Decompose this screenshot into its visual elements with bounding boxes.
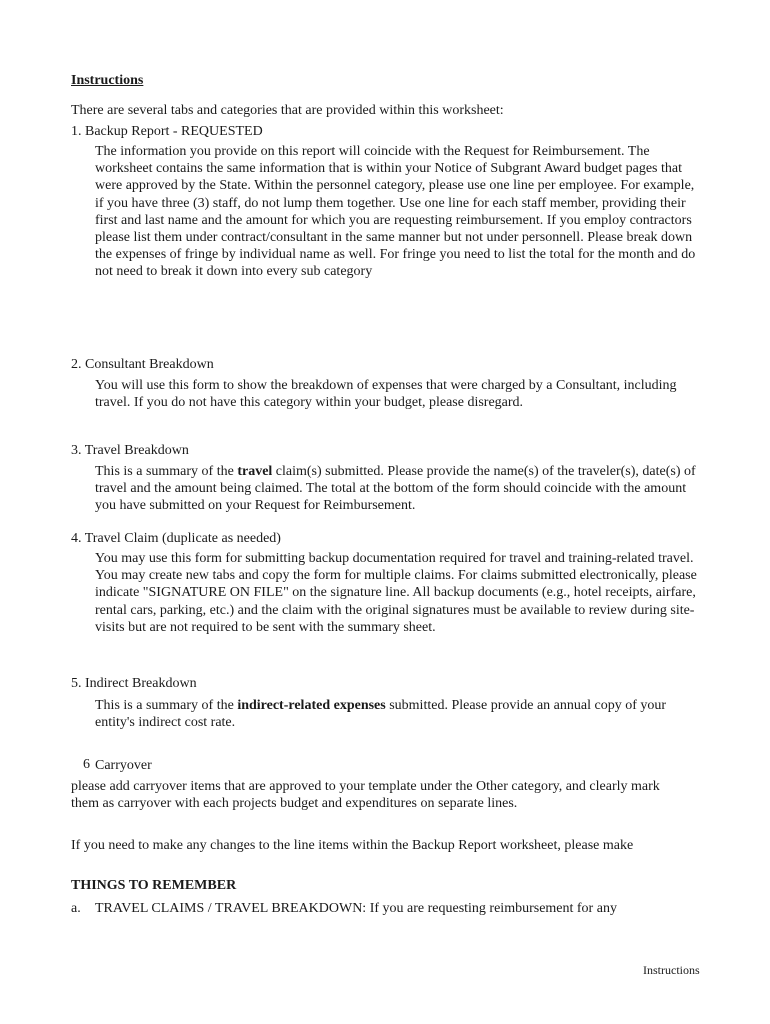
section-2-title: 2. Consultant Breakdown	[71, 357, 214, 372]
carryover-number: 6	[83, 757, 90, 772]
section-5-title: 5. Indirect Breakdown	[71, 676, 197, 691]
section-5-body-pre: This is a summary of the	[95, 698, 238, 713]
things-to-remember-heading: THINGS TO REMEMBER	[71, 878, 237, 893]
remember-item-letter: a.	[71, 901, 81, 916]
section-1-body: The information you provide on this report will coincide with the Request for Reimbursement. The worksheet contains the same information that is within your Notice of Subgrant Award budget pages that were approved by the State. Within the personnel category, please use one line per employee. For example, if you have three (3) staff, do not lump them together. Use one line for each staff member, providing their first and last name and the amount for which you are requesting reimbursement. If you employ contractors please list them under contract/consultant in the same manner but not under personnell. Please break down the expenses of fringe by individual name as well. For fringe you need to list the total for the month and do not need to break it down into every sub category	[95, 144, 696, 280]
carryover-body: please add carryover items that are approved to your template under the Other category, and clearly mark them as carryover with each projects budget and expenditures on separate lines.	[71, 779, 660, 812]
carryover-title: Carryover	[95, 758, 152, 773]
section-3-body-bold: travel	[237, 464, 273, 479]
page-footer: Instructions	[643, 963, 700, 977]
section-5-body	[95, 697, 705, 731]
section-3-body	[95, 463, 705, 515]
changes-note: If you need to make any changes to the line items within the Backup Report worksheet, please make	[71, 838, 634, 853]
section-3-title: 3. Travel Breakdown	[71, 443, 189, 458]
intro-text: There are several tabs and categories that are provided within this worksheet:	[71, 103, 504, 118]
section-2-body: You will use this form to show the breakdown of expenses that were charged by a Consultant, including travel. If you do not have this category within your budget, please disregard.	[95, 378, 677, 411]
remember-item-text: TRAVEL CLAIMS / TRAVEL BREAKDOWN: If you are requesting reimbursement for any	[95, 901, 617, 916]
page-title: Instructions	[71, 73, 144, 88]
section-3-body-pre: This is a summary of the	[95, 464, 238, 479]
section-4-body: You may use this form for submitting backup documentation required for travel and training-related travel. You may create new tabs and copy the form for multiple claims. For claims submitted electronically, please indicate "SIGNATURE ON FILE" on the signature line. All backup documents (e.g., hotel receipts, airfare, rental cars, parking, etc.) and the claim with the original signatures must be available to review during site-visits but are not required to be sent with the summary sheet.	[95, 551, 697, 635]
section-3-body-post: claim(s) submitted. Please provide the name(s) of the traveler(s), date(s) of travel and the amount being claimed. The total at the bottom of the form should coincide with the amount you have submitted on your Request for Reimbursement.	[95, 464, 696, 514]
section-5-body-post: submitted. Please provide an annual copy of your entity's indirect cost rate.	[95, 698, 667, 731]
section-1-title: 1. Backup Report - REQUESTED	[71, 124, 263, 139]
section-5-body-bold: indirect-related expenses	[237, 698, 386, 713]
section-4-title: 4. Travel Claim (duplicate as needed)	[71, 531, 281, 546]
